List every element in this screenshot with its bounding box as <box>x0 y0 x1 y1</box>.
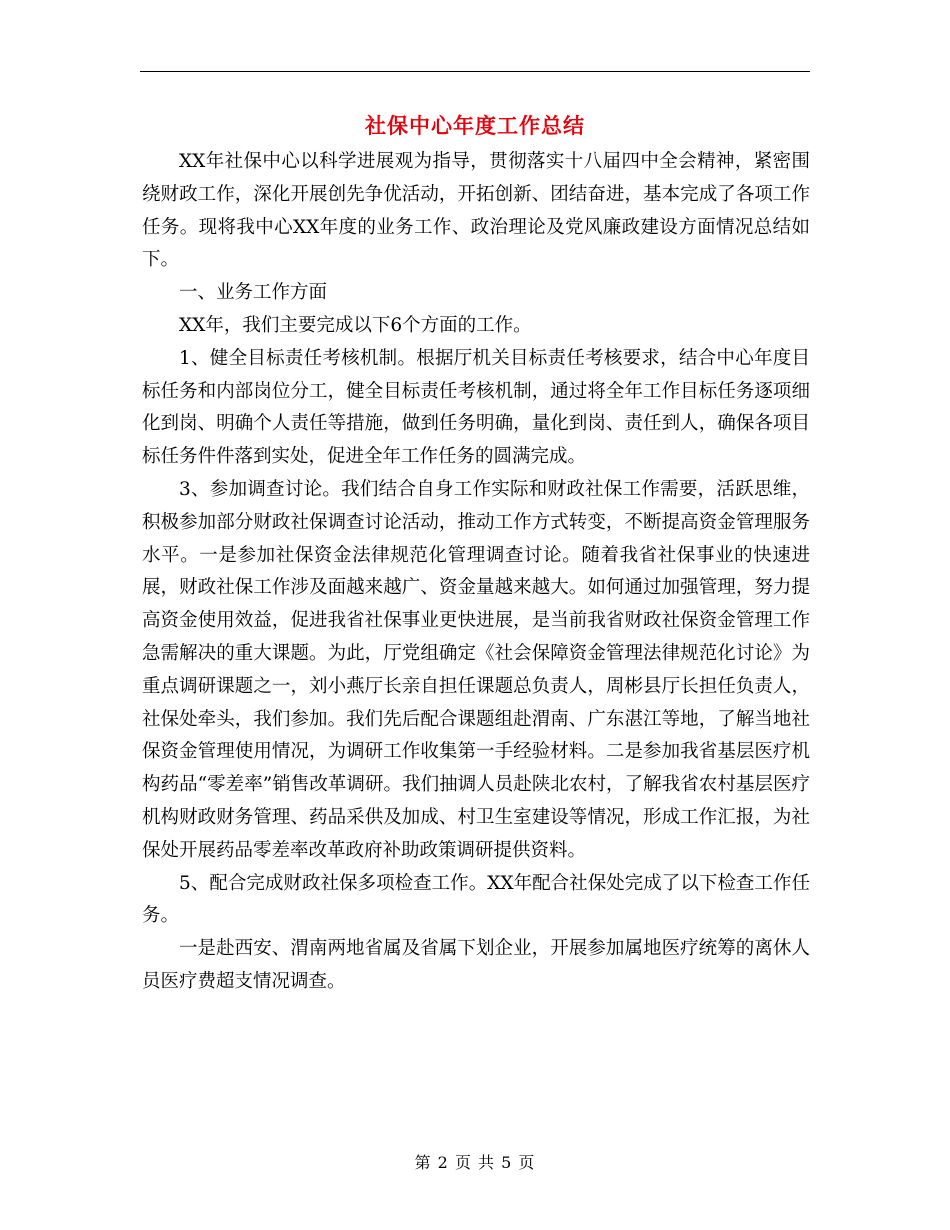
document-body <box>142 146 810 999</box>
paragraph-item-3: 3、参加调查讨论。我们结合自身工作实际和财政社保工作需要，活跃思维，积极参加部分财政社保调查讨论活动，推动工作方式转变，不断提高资金管理服务水平。一是参加社保资金法律规范化管理调查讨论。随着我省社保事业的快速进展，财政社保工作涉及面越来越广、资金量越来越大。如何通过加强管理，努力提高资金使用效益，促进我省社保事业更快进展，是当前我省财政社保资金管理工作急需解决的重大课题。为此，厅党组确定《社会保障资金管理法律规范化讨论》为重点调研课题之一，刘小燕厅长亲自担任课题总负责人，周彬县厅长担任负责人，社保处牵头，我们参加。我们先后配合课题组赴渭南、广东湛江等地，了解当地社保资金管理使用情况，为调研工作收集第一手经验材料。二是参加我省基层医疗机构药品“零差率”销售改革调研。我们抽调人员赴陕北农村，了解我省农村基层医疗机构财政财务管理、药品采供及加成、村卫生室建设等情况，形成工作汇报，为社保处开展药品零差率改革政府补助政策调研提供资料。 <box>142 478 810 861</box>
paragraph-item-1: 1、健全目标责任考核机制。根据厅机关目标责任考核要求，结合中心年度目标任务和内部岗位分工，健全目标责任考核机制，通过将全年工作目标任务逐项细化到岗、明确个人责任等措施，做到任务明确，量化到岗、责任到人，确保各项目标任务件件落到实处，促进全年工作任务的圆满完成。 <box>142 347 810 468</box>
paragraph-item-5-sub-1: 一是赴西安、渭南两地省属及省属下划企业，开展参加属地医疗统筹的离休人员医疗费超支情况调查。 <box>142 938 810 992</box>
header-rule <box>140 71 810 72</box>
section-heading: 一、业务工作方面 <box>179 282 328 304</box>
page-number: 第 2 页 共 5 页 <box>414 1153 536 1172</box>
document-title: 社保中心年度工作总结 <box>365 113 585 138</box>
paragraph-summary: XX年，我们主要完成以下6个方面的工作。 <box>179 314 532 336</box>
paragraph-item-5: 5、配合完成财政社保多项检查工作。XX年配合社保处完成了以下检查工作任务。 <box>142 872 810 927</box>
paragraph-intro: XX年社保中心以科学进展观为指导，贯彻落实十八届四中全会精神，紧密围绕财政工作，深化开展创先争优活动，开拓创新、团结奋进，基本完成了各项工作任务。现将我中心XX年度的业务工作、政治理论及党风廉政建设方面情况总结如下。 <box>142 151 810 271</box>
